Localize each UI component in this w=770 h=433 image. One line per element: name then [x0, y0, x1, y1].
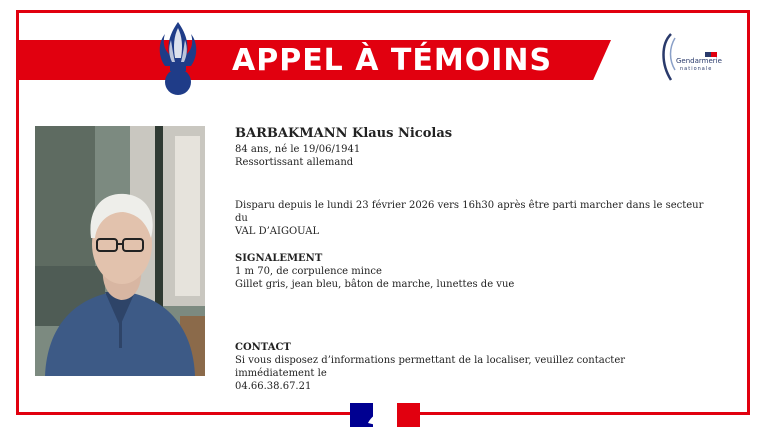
description-line-2: Gillet gris, jean bleu, bâton de marche, lunettes de vue	[235, 279, 515, 290]
gendarmerie-logo-text: Gendarmerie	[676, 57, 722, 65]
contact-heading: CONTACT	[235, 342, 291, 353]
person-nationality: Ressortissant allemand	[235, 157, 354, 168]
disappearance-line-1: Disparu depuis le lundi 23 février 2026 vers 16h30 après être parti marcher dans le secteur du	[235, 200, 704, 224]
description-line-1: 1 m 70, de corpulence mince	[235, 266, 382, 277]
description-heading: SIGNALEMENT	[235, 253, 323, 264]
person-age-birth: 84 ans, né le 19/06/1941	[235, 144, 361, 155]
person-name: BARBAKMANN Klaus Nicolas	[235, 126, 453, 141]
contact-phone: 04.66.38.67.21	[235, 381, 312, 392]
marianne-flag-icon	[350, 403, 420, 427]
notice-content	[235, 126, 705, 393]
page-title: APPEL À TÉMOINS	[232, 43, 553, 78]
disappearance-line-2: VAL D’AIGOUAL	[235, 226, 320, 237]
contact-line-1: Si vous disposez d’informations permettant de la localiser, veuillez contacter immédiatement le	[235, 355, 626, 379]
missing-person-photo	[35, 126, 205, 376]
grenade-emblem-icon	[153, 18, 203, 100]
gendarmerie-logo-subtext: nationale	[680, 66, 713, 72]
